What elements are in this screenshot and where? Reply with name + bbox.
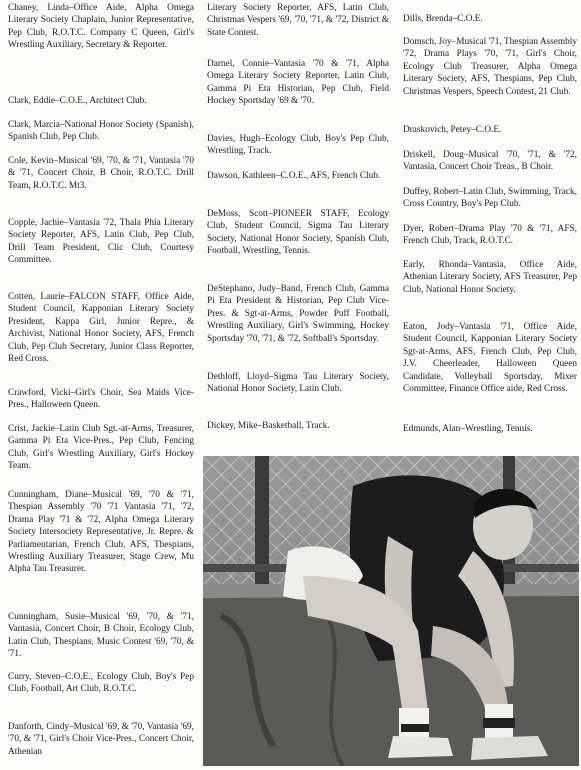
entry-early-rhonda: Early, Rhonda–Vantasia, Office Aide, Athenian Literary Society, AFS Treasurer, Pep Club, National Honor Society.: [403, 260, 577, 295]
entry-clark-marcia: Clark, Marcia–National Honor Society (Spanish), Spanish Club, Pep Club.: [8, 120, 194, 143]
entry-clark-eddie: Clark, Eddie–C.O.E., Architect Club.: [8, 96, 147, 106]
photo-illustration: [203, 456, 579, 766]
entry-draskovich-petey: Draskovich, Petey–C.O.E.: [403, 125, 502, 135]
entry-dickey-mike: Dickey, Mike–Basketball, Track.: [207, 421, 330, 431]
athlete-shoe-right: [471, 736, 548, 760]
entry-cotten-laurie: Cotten, Laurie–FALCON STAFF, Office Aide, Student Council, Kapponian Literary Society President, Kappa Girl, Junior Repre., & Archivist, National Honor Society, AFS, French Club, Pep Club Secretary, Junior Class Reporter, Red Cross.: [8, 292, 194, 365]
entry-dethloff-lloyd: Dethloff, Lloyd–Sigma Tau Literary Society, National Honor Society, Latin Club.: [207, 372, 389, 395]
entry-driskell-doug: Driskell, Doug–Musical '70, '71, & '72, Vantasia, Concert Choir Treas., B Choir.: [403, 150, 577, 173]
entry-chaney-linda: Chaney, Linda–Office Aide, Alpha Omega Literary Society Chaplain, Junior Representative, Pep Club, R.O.T.C. Company C Queen, Girl's Wrestling Auxiliary, Secretary & Reporter.: [8, 3, 194, 51]
entry-duffey-robert: Duffey, Robert–Latin Club, Swimming, Track, Cross Country, Boy's Pep Club.: [403, 187, 577, 210]
entry-eaton-jody: Eaton, Jody–Vantasia '71, Office Aide, Student Council, Kapponian Literary Society Sgt-at-Arms, AFS, French Club, Pep Club, J.V. Cheerleader, Halloween Queen Candidate, Volleyball Sportsday, Mixer Committee, Finance Office aide, Red Cross.: [403, 322, 577, 395]
entry-dills-brenda: Dills, Brenda–C.O.E.: [403, 14, 483, 24]
wrist-band: [483, 718, 515, 728]
entry-demoss-scott: DeMoss, Scott–PIONEER STAFF, Ecology Club, Student Council, Sigma Tau Literary Society, National Honor Society, Spanish Club, Football, Wrestling, Tennis.: [207, 209, 389, 257]
entry-destephano-judy: DeStephano, Judy–Band, French Club, Gamma Pi Eta President & Historian, Pep Club Vice-Pres. & Sgt-at-Arms, Powder Puff Football, Wrestling Auxiliary, Girl's Swimming, Hockey Sportsday '70, '71, & '72, Softball's Sportsday.: [207, 284, 389, 344]
entry-darnel-connie: Darnel, Connie–Vantasia '70 & '71, Alpha Omega Literary Society Reporter, Latin Club, Gamma Pi Eta Historian, Pep Club, Field Hockey Sportsday '69 & '70.: [207, 59, 389, 107]
entry-cunningham-diane: Cunningham, Diane–Musical '69, '70 & '71, Thespian Assembly '70 '71 Vantasia '71, '72, Drama Play '71 & '72, Alpha Omega Literary Society Intersociety Representative, Jr. Repre. & Parliamentarian, French Club, AFS, Thespians, Wrestling Auxiliary Treasurer, Stage Crew, Mu Alpha Tau Treasurer.: [8, 490, 194, 575]
entry-copple-jachie: Copple, Jachie–Vantasia '72, Thala Phia Literary Society Reporter, AFS, Latin Club, Pep Club, Drill Team President, Clic Club, Courtesy Committee.: [8, 218, 194, 266]
entry-danforth-continued: Literary Society Reporter, AFS, Latin Club, Christmas Vespers '69, '70, '71, & '72, District & State Contest.: [207, 3, 389, 38]
entry-cole-kevin: Cole, Kevin–Musical '69, '70, & '71, Vantasia '70 & '71, Concert Choir, B Choir, R.O.T.C. Drill Team, R.O.T.C. Mt3.: [8, 156, 194, 191]
entry-danforth-cindy: Danforth, Cindy–Musical '69, & '70, Vantasia '69, '70, & '71, Girl's Choir Vice-Pres., Concert Choir, Athenian: [8, 722, 194, 757]
entry-curry-steven: Curry, Steven–C.O.E., Ecology Club, Boy's Pep Club, Football, Art Club, R.O.T.C.: [8, 672, 194, 695]
entry-domsch-joy: Domsch, Joy–Musical '71, Thespian Assembly '72, Drama Plays '70, '71, Girl's Choir, Ecology Club Treasurer, Alpha Omega Literary Society, AFS, Thespians, Pep Club, Christmas Vespers, Speech Contest, 21 Club.: [403, 37, 578, 97]
entry-dyer-robert: Dyer, Robert–Drama Play '70 & '71, AFS, French Club, Track, R.O.T.C.: [403, 224, 577, 247]
athlete-sock-left: [399, 708, 429, 738]
entry-dawson-kathleen: Dawson, Kathleen–C.O.E., AFS, French Club.: [207, 171, 381, 181]
photo-student-at-fence: [203, 456, 579, 766]
entry-edmunds-alan: Edmunds, Alan–Wrestling, Tennis.: [403, 424, 533, 434]
entry-davies-hugh: Davies, Hugh–Ecology Club, Boy's Pep Club, Wrestling, Track.: [207, 134, 389, 157]
athlete-shoe-left: [388, 736, 453, 758]
entry-crist-jackie: Crist, Jackie–Latin Club Sgt.-at-Arms, Treasurer, Gamma Pi Eta Vice-Pres., Pep Club, Fencing Club, Girl's Wrestling Auxiliary, Girl's Hockey Team.: [8, 424, 194, 472]
entry-cunningham-susie: Cunningham, Susie–Musical '69, '70, & '71, Vantasia, Concert Choir, B Choir, Ecology Club, Latin Club, Thespians, Music Contest '69, '70, & '71.: [8, 612, 194, 660]
entry-crawford-vicki: Crawford, Vicki–Girl's Choir, Sea Maids Vice-Pres., Halloween Queen.: [8, 388, 194, 411]
